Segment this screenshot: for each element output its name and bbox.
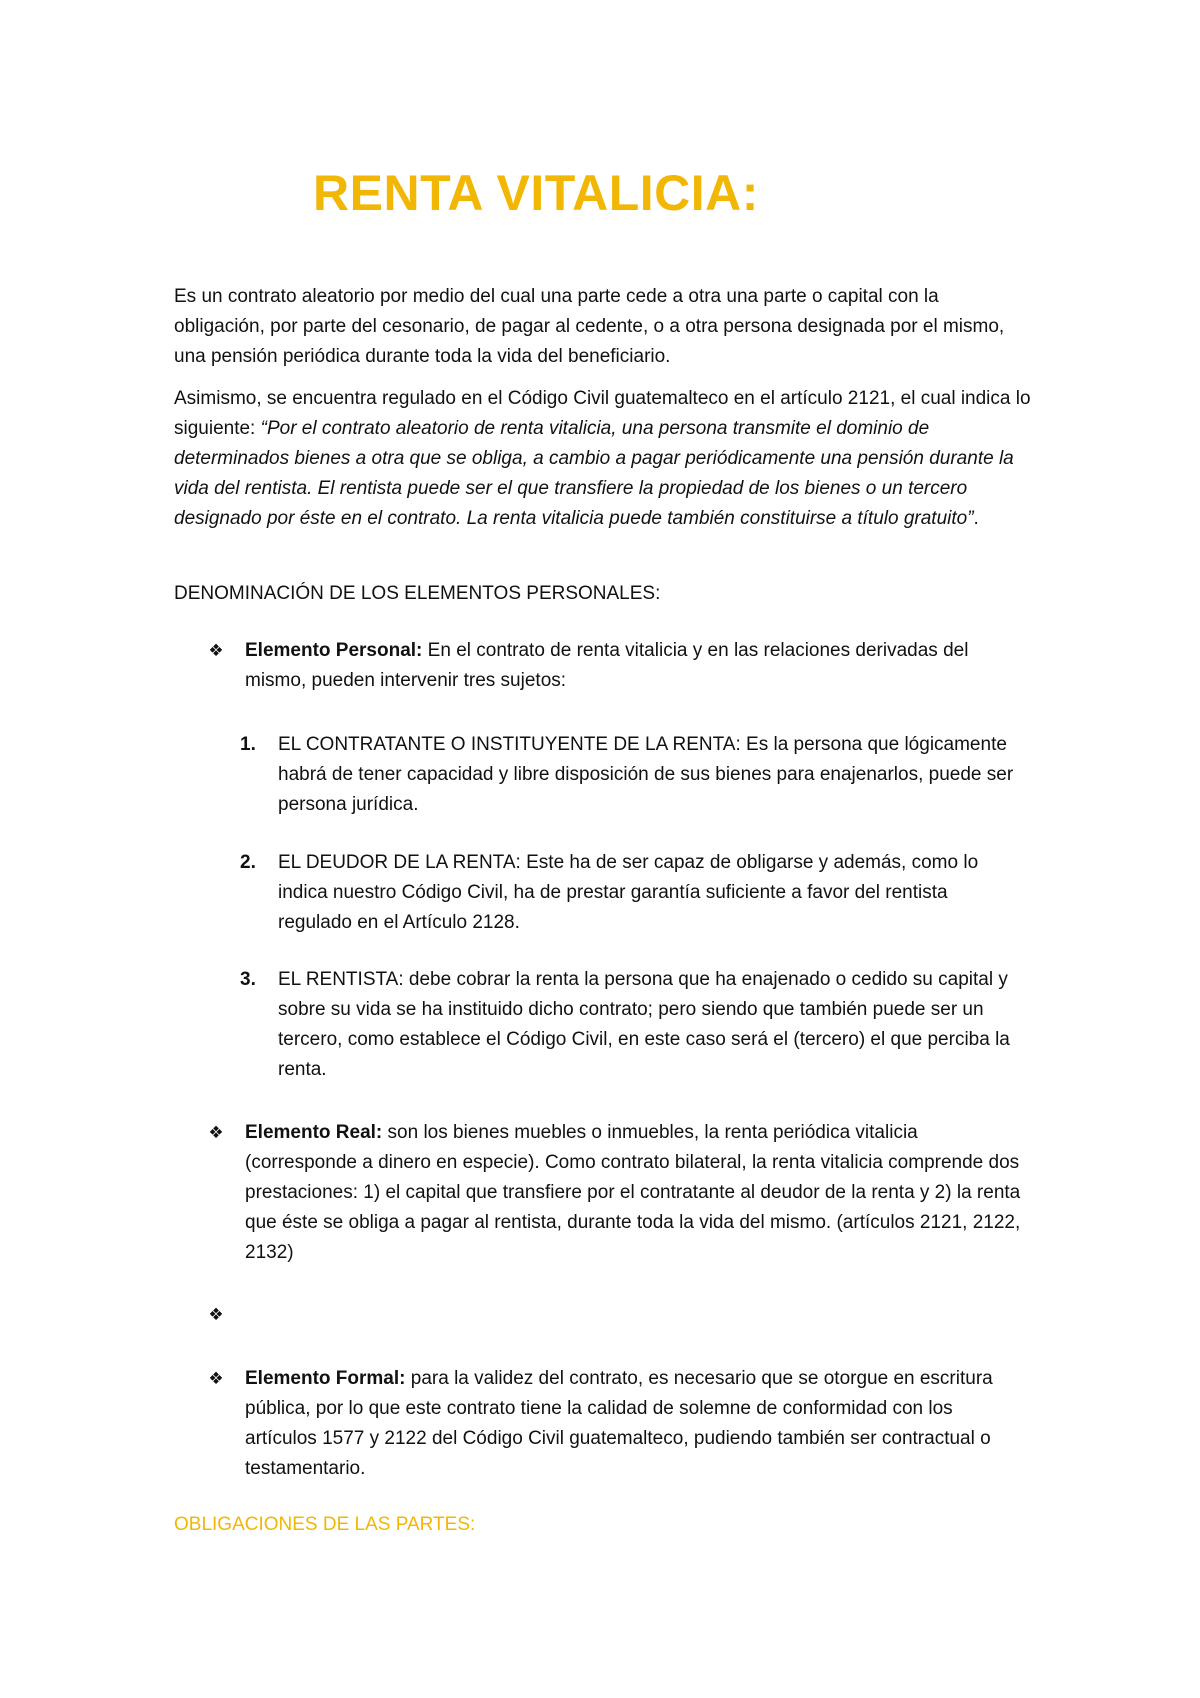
article-quote: “Por el contrato aleatorio de renta vitalicia, una persona transmite el dominio de determinados bienes a otra que se obliga, a cambio a pagar periódicamente una pensión durante la vida del rentista. El rentista puede ser el que transfiere la propiedad de los bienes o un tercero designado por éste en el contrato. La renta vitalicia puede también constituirse a título gratuito”: [174, 418, 1014, 529]
diamond-bullet-icon: ❖: [208, 1305, 224, 1324]
page-title: RENTA VITALICIA:: [313, 165, 759, 221]
diamond-bullet-icon: ❖: [208, 1369, 224, 1388]
elemento-real-label: Elemento Real:: [245, 1122, 383, 1143]
item-text: EL DEUDOR DE LA RENTA: Este ha de ser capaz de obligarse y además, como lo indica nuestro Código Civil, ha de prestar garantía suficiente a favor del rentista regulado en el Artículo 2128.: [278, 852, 979, 933]
elemento-formal-body: para la validez del contrato, es necesario que se otorgue en escritura pública, por lo que este contrato tiene la calidad de solemne de conformidad con los artículos 1577 y 2122 del Código Civil guatemalteco, pudiendo también ser contractual o testamentario.: [245, 1368, 993, 1479]
legal-reference-end: .: [973, 508, 979, 529]
section-heading: DENOMINACIÓN DE LOS ELEMENTOS PERSONALES:: [174, 583, 661, 604]
elemento-real-body: son los bienes muebles o inmuebles, la renta periódica vitalicia (corresponde a dinero en especie). Como contrato bilateral, la renta vitalicia comprende dos prestaciones: 1) el capital que transfiere por el contratante al deudor de la renta y 2) la renta que éste se obliga a pagar al rentista, durante toda la vida del mismo. (artículos 2121, 2122, 2132): [245, 1122, 1021, 1263]
obligaciones-heading: OBLIGACIONES DE LAS PARTES:: [174, 1514, 476, 1535]
elemento-real-text: [245, 1118, 1025, 1268]
legal-reference-paragraph: [174, 384, 1034, 534]
elemento-formal-label: Elemento Formal:: [245, 1368, 406, 1389]
definition-paragraph: Es un contrato aleatorio por medio del cual una parte cede a otra una parte o capital con la obligación, por parte del cesonario, de pagar al cedente, o a otra persona designada por el mismo, una pensión periódica durante toda la vida del beneficiario.: [174, 286, 1005, 367]
item-number: 3.: [240, 969, 256, 990]
elemento-formal-text: [245, 1364, 1025, 1484]
diamond-bullet-icon: ❖: [208, 641, 224, 660]
legal-reference-intro: Asimismo, se encuentra regulado en el Código Civil guatemalteco en el artículo 2121, el cual indica lo siguiente:: [174, 388, 1031, 439]
item-number: 2.: [240, 852, 256, 873]
elemento-personal-label: Elemento Personal:: [245, 640, 423, 661]
item-number: 1.: [240, 734, 256, 755]
elemento-personal-text: [245, 636, 1025, 696]
elemento-personal-body: En el contrato de renta vitalicia y en las relaciones derivadas del mismo, pueden intervenir tres sujetos:: [245, 640, 969, 691]
diamond-bullet-icon: ❖: [208, 1123, 224, 1142]
item-text: EL RENTISTA: debe cobrar la renta la persona que ha enajenado o cedido su capital y sobre su vida se ha instituido dicho contrato; pero siendo que también puede ser un tercero, como establece el Código Civil, en este caso será el (tercero) el que perciba la renta.: [278, 969, 1010, 1080]
item-text: EL CONTRATANTE O INSTITUYENTE DE LA RENTA: Es la persona que lógicamente habrá de tener capacidad y libre disposición de sus bienes para enajenarlos, puede ser persona jurídica.: [278, 734, 1014, 815]
